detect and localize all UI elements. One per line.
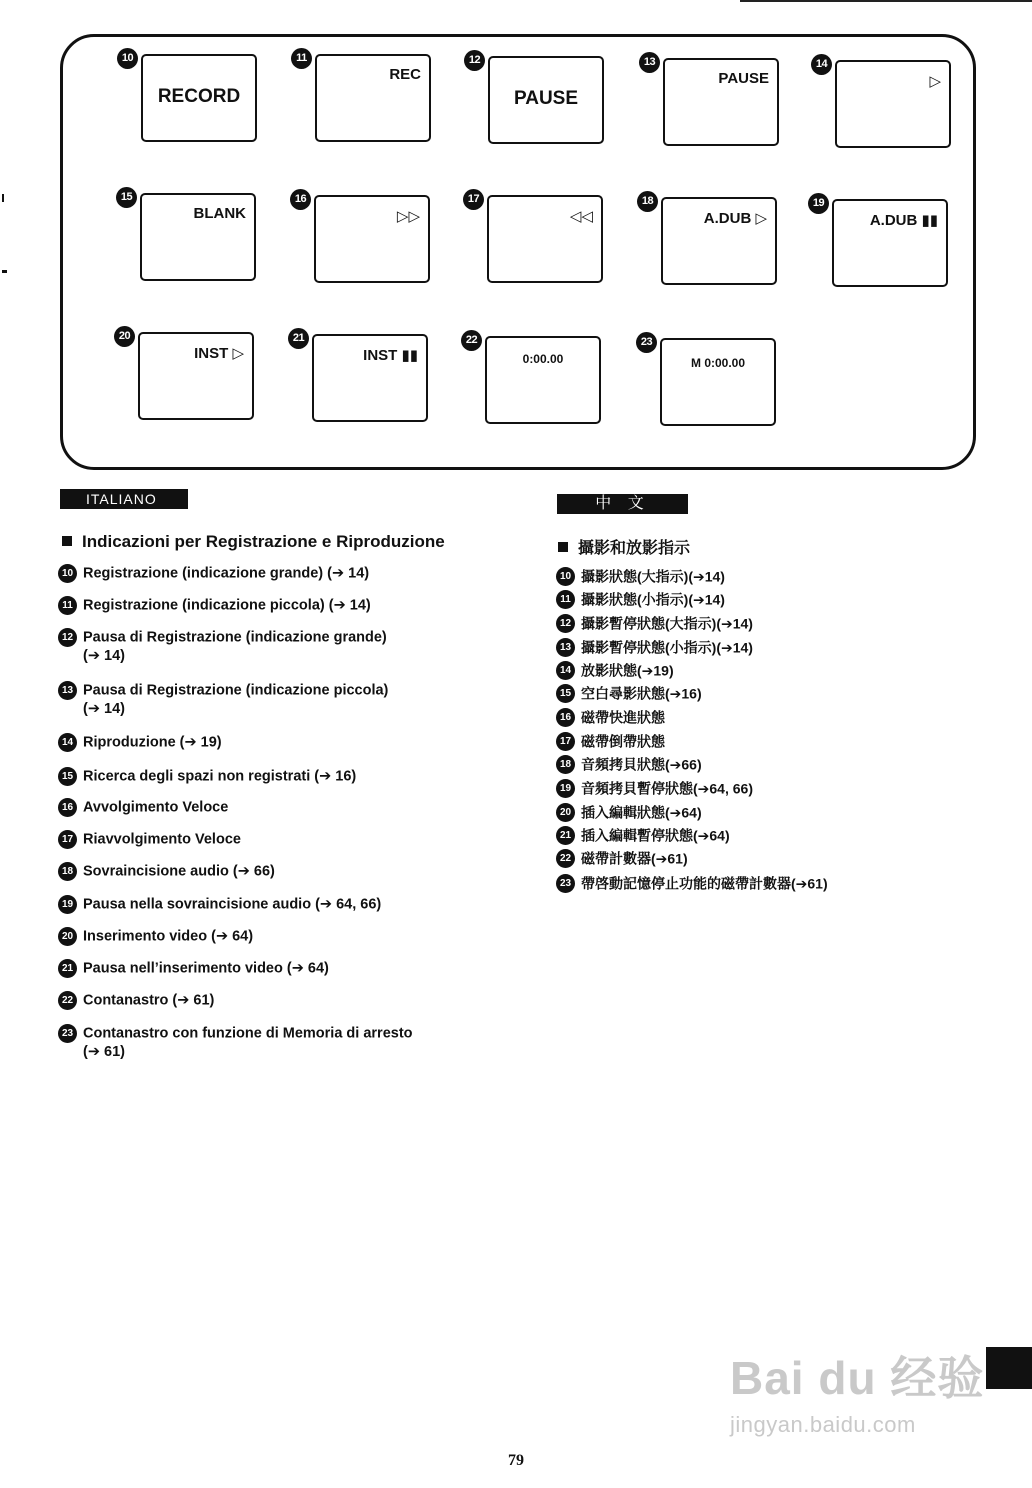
- list-item: 21 插入編輯暫停狀態(➔64): [556, 825, 730, 845]
- list-item: 22 Contanastro (➔ 61): [58, 991, 214, 1010]
- list-item: 11 Registrazione (indicazione piccola) (➔ 14): [58, 596, 371, 615]
- screen-box: [138, 332, 254, 420]
- list-item: 14 Riproduzione (➔ 19): [58, 733, 222, 752]
- screen-box: [660, 338, 776, 426]
- tape-counter: 0:00.00: [522, 352, 564, 366]
- screen-box: [488, 56, 604, 144]
- number-badge: 22: [461, 330, 482, 351]
- number-badge: 12: [464, 50, 485, 71]
- section-title-italian: Indicazioni per Registrazione e Riproduzione: [62, 532, 445, 552]
- screen-box: [485, 336, 601, 424]
- screen-box: [315, 54, 431, 142]
- list-item: 17 磁帶倒帶狀態: [556, 731, 665, 751]
- number-badge: 14: [811, 54, 832, 75]
- display-15: [116, 187, 266, 287]
- list-item: 19 Pausa nella sovraincisione audio (➔ 64, 66): [58, 895, 381, 914]
- number-badge: 18: [637, 191, 658, 212]
- watermark-url: jingyan.baidu.com: [730, 1412, 916, 1437]
- number-badge: 19: [808, 193, 829, 214]
- display-label: A.DUB ▷: [703, 210, 767, 227]
- number-badge: 20: [114, 326, 135, 347]
- list-item: 17 Riavvolgimento Veloce: [58, 830, 241, 849]
- number-badge: 15: [116, 187, 137, 208]
- list-item: 13 攝影暫停狀態(小指示)(➔14): [556, 637, 753, 657]
- list-item: 16 磁帶快進狀態: [556, 707, 665, 727]
- screen-box: [487, 195, 603, 283]
- display-17: [463, 189, 613, 289]
- display-13: [639, 52, 789, 152]
- display-10: [117, 48, 267, 148]
- list-item: 12 攝影暫停狀態(大指示)(➔14): [556, 613, 753, 633]
- number-badge: 13: [639, 52, 660, 73]
- screen-box: [141, 54, 257, 142]
- number-badge: 17: [463, 189, 484, 210]
- section-header-chinese: 中 文: [557, 494, 688, 514]
- list-item: 23 帶啓動記憶停止功能的磁帶計數器(➔61): [556, 873, 828, 893]
- section-header-italian: ITALIANO: [60, 489, 188, 509]
- number-badge: 21: [288, 328, 309, 349]
- display-label: RECORD: [157, 86, 241, 107]
- display-16: [290, 189, 440, 289]
- bullet-square-icon: [558, 542, 568, 552]
- list-item: 21 Pausa nell’inserimento video (➔ 64): [58, 959, 329, 978]
- rewind-icon: ◁◁: [569, 208, 593, 225]
- watermark: [730, 1342, 984, 1438]
- bullet-square-icon: [62, 536, 72, 546]
- margin-mark: [2, 270, 7, 273]
- list-item: 13 Pausa di Registrazione (indicazione piccola) (➔ 14): [58, 681, 388, 718]
- screen-box: [312, 334, 428, 422]
- display-label: INST ▷: [194, 345, 244, 362]
- display-label: PAUSE: [513, 88, 579, 109]
- list-item: 15 Ricerca degli spazi non registrati (➔ 16): [58, 767, 356, 786]
- list-item: 23 Contanastro con funzione di Memoria di arresto (➔ 61): [58, 1024, 413, 1061]
- play-icon: ▷: [929, 73, 941, 90]
- display-23: [636, 332, 786, 432]
- memory-counter: M 0:00.00: [690, 356, 746, 370]
- number-badge: 23: [636, 332, 657, 353]
- display-18: [637, 191, 787, 291]
- display-label: INST ▮▮: [363, 347, 418, 364]
- list-item: 22 磁帶計數器(➔61): [556, 848, 688, 868]
- screen-box: [832, 199, 948, 287]
- margin-mark: [2, 194, 4, 202]
- list-item: 15 空白尋影狀態(➔16): [556, 683, 702, 703]
- display-22: [461, 330, 611, 430]
- display-label: A.DUB ▮▮: [869, 212, 938, 229]
- list-item: 12 Pausa di Registrazione (indicazione grande) (➔ 14): [58, 628, 387, 665]
- list-item: 16 Avvolgimento Veloce: [58, 798, 228, 817]
- screen-box: [835, 60, 951, 148]
- list-item: 11 攝影狀態(小指示)(➔14): [556, 589, 725, 609]
- screen-box: [140, 193, 256, 281]
- list-item: 18 Sovraincisione audio (➔ 66): [58, 862, 275, 881]
- display-label: REC: [389, 66, 421, 83]
- list-item: 10 Registrazione (indicazione grande) (➔ 14): [58, 564, 369, 583]
- page-number: 79: [508, 1452, 524, 1469]
- number-badge: 11: [291, 48, 312, 69]
- watermark-brand: Bai du 经验: [730, 1352, 985, 1404]
- list-item: 20 Inserimento video (➔ 64): [58, 927, 253, 946]
- display-19: [808, 193, 958, 293]
- list-item: 14 放影狀態(➔19): [556, 660, 674, 680]
- list-item: 20 插入編輯狀態(➔64): [556, 802, 702, 822]
- list-item: 10 攝影狀態(大指示)(➔14): [556, 566, 725, 586]
- screen-box: [663, 58, 779, 146]
- display-11: [291, 48, 441, 148]
- number-badge: 10: [117, 48, 138, 69]
- display-21: [288, 328, 438, 428]
- language-tab: [986, 1347, 1032, 1389]
- display-14: [811, 54, 961, 154]
- number-badge: 16: [290, 189, 311, 210]
- display-label: BLANK: [193, 205, 246, 222]
- section-title-chinese: 攝影和放影指示: [558, 535, 690, 558]
- display-12: [464, 50, 614, 150]
- fast-forward-icon: ▷▷: [396, 208, 420, 225]
- top-rule: [740, 0, 1032, 2]
- list-item: 18 音頻拷貝狀態(➔66): [556, 754, 702, 774]
- display-label: PAUSE: [718, 70, 769, 87]
- screen-box: [314, 195, 430, 283]
- display-20: [114, 326, 264, 426]
- list-item: 19 音頻拷貝暫停狀態(➔64, 66): [556, 778, 753, 798]
- screen-box: [661, 197, 777, 285]
